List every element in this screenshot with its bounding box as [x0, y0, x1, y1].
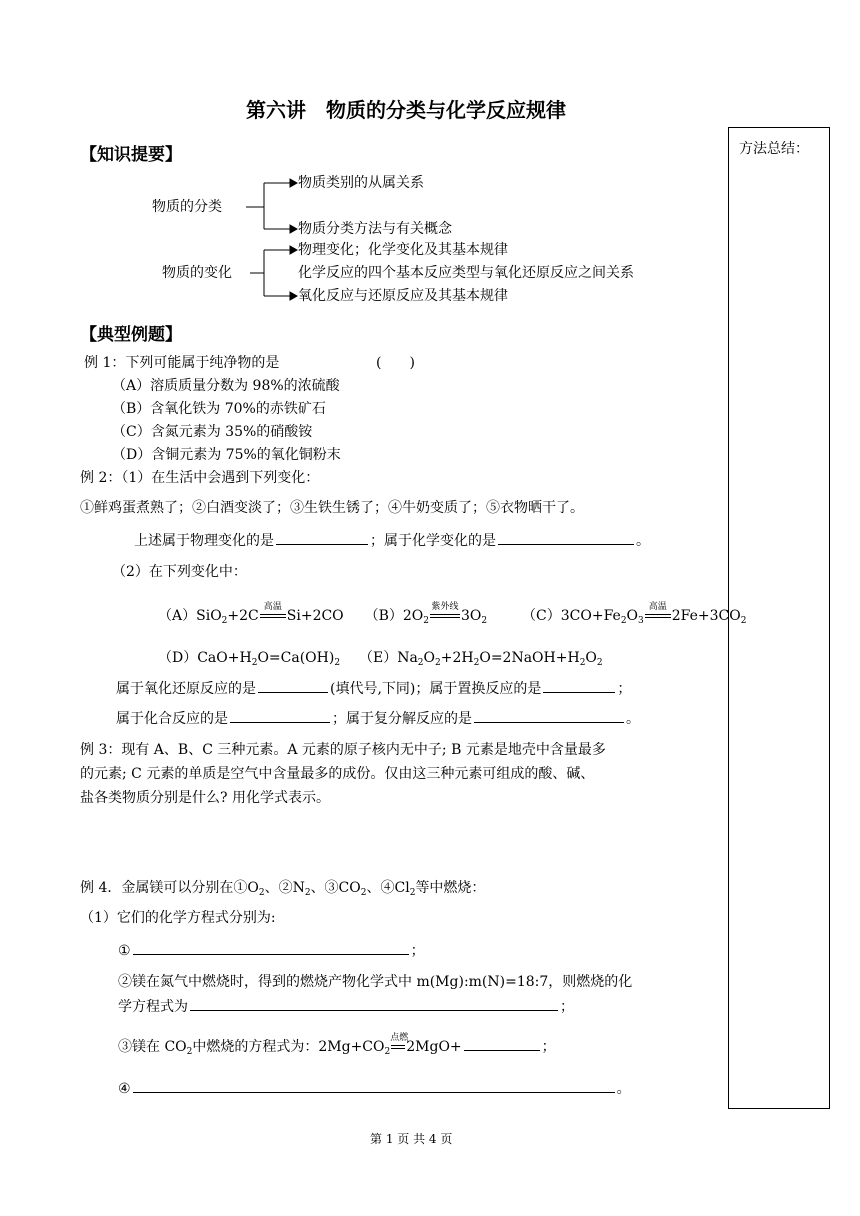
- blank-equation-1[interactable]: [133, 940, 409, 955]
- ex2-ask1-chemical: ；属于化学变化的是: [370, 533, 496, 549]
- outline-classification-item-1: 物质类别的从属关系: [298, 175, 424, 191]
- ex1-option-d: （D）含铜元素为 75%的氧化铜粉末: [112, 447, 341, 463]
- ex1-stem: 例 1：下列可能属于纯净物的是: [84, 355, 280, 371]
- ex4-item-2-line-2: 学方程式为 ；: [118, 996, 574, 1017]
- blank-physical-change[interactable]: [276, 530, 368, 545]
- blank-chemical-change[interactable]: [498, 530, 634, 545]
- ex4-item-2-line-1: ②镁在氮气中燃烧时，得到的燃烧产物化学式中 m(Mg):m(N)=18:7，则燃烧的化: [118, 974, 633, 990]
- arrow-high-temp-2: 高温: [644, 606, 672, 626]
- ex2-q2: （2）在下列变化中：: [112, 564, 247, 580]
- page-title: 第六讲 物质的分类与化学反应规律: [246, 98, 566, 122]
- page-footer: 第 1 页 共 4 页: [370, 1132, 453, 1146]
- outline-change-item-3: 氧化反应与还原反应及其基本规律: [298, 288, 508, 304]
- blank-double-decomposition[interactable]: [474, 708, 624, 723]
- blank-equation-2[interactable]: [190, 996, 558, 1011]
- ex2-ask3: 属于化合反应的是 ；属于复分解反应的是 。: [116, 708, 640, 729]
- blank-equation-4[interactable]: [133, 1078, 615, 1093]
- ex3-line-3: 盐各类物质分别是什么? 用化学式表示。: [80, 790, 330, 806]
- ex4-q1: （1）它们的化学方程式分别为:: [80, 910, 276, 926]
- arrow-uv: 紫外线: [429, 606, 461, 626]
- ex4-item-4: ④ 。: [118, 1078, 631, 1099]
- section-examples: 【典型例题】: [80, 325, 182, 345]
- ex1-option-a: （A）溶质质量分数为 98%的浓硫酸: [112, 378, 340, 394]
- outline-change-item-2: 化学反应的四个基本反应类型与氧化还原反应之间关系: [298, 265, 634, 281]
- ex4-item-1: ① ；: [118, 940, 425, 961]
- ex2-ask1-physical: 上述属于物理变化的是: [134, 533, 274, 549]
- blank-combination[interactable]: [230, 708, 330, 723]
- ex2-q1: 例 2：（1）在生活中会遇到下列变化：: [80, 470, 320, 486]
- ex3-line-1: 例 3：现有 A、B、C 三种元素。A 元素的原子核内无中子; B 元素是地壳中含量最多: [80, 742, 606, 758]
- outline-change-item-1: 物理变化；化学变化及其基本规律: [298, 242, 508, 258]
- ex2-list: ①鲜鸡蛋煮熟了；②白酒变淡了；③生铁生锈了；④牛奶变质了；⑤衣物晒干了。: [80, 500, 584, 516]
- blank-equation-3[interactable]: [464, 1036, 540, 1051]
- ex2-ask2: 属于氧化还原反应的是 (填代号,下同)；属于置换反应的是 ；: [116, 678, 631, 699]
- section-knowledge: 【知识提要】: [80, 145, 182, 165]
- ex2-equations-row-1: （A）SiO$_2$+2C 高温 Si+2CO $(B)2O_2$ 紫外线 $3O_2$ $(C)3CO+Fe_2O_3$ 高温 $2Fe+3CO_2$: [158, 602, 747, 626]
- ex4-stem: 例 4．金属镁可以分别在$①O_2$、$②N_2$、$③CO_2$、$④Cl_2$等中燃烧：: [80, 880, 486, 898]
- ex1-option-b: （B）含氧化铁为 70%的赤铁矿石: [112, 401, 326, 417]
- ex2-equations-row-2: $(D)CaO+H_2O=Ca(OH)_2$ $(E)Na_2O_2+2H_2O=2NaOH+H_2O_2$: [158, 650, 603, 668]
- outline-classification-root: 物质的分类: [152, 199, 222, 215]
- ex1-option-c: （C）含氮元素为 35%的硝酸铵: [112, 424, 313, 440]
- outline-classification-item-2: 物质分类方法与有关概念: [298, 221, 452, 237]
- arrow-ignite: 点燃: [390, 1037, 406, 1057]
- ex2-ask1: 上述属于物理变化的是 ；属于化学变化的是 。: [134, 530, 650, 551]
- blank-redox[interactable]: [258, 678, 328, 693]
- outline-change-root: 物质的变化: [162, 265, 232, 281]
- method-summary-label: 方法总结：: [739, 141, 809, 157]
- ex1-answer-paren: ( ): [376, 355, 415, 371]
- arrow-high-temp: 高温: [259, 606, 287, 626]
- blank-displacement[interactable]: [543, 678, 615, 693]
- ex3-line-2: 的元素; C 元素的单质是空气中含量最多的成份。仅由这三种元素可组成的酸、碱、: [80, 766, 595, 782]
- ex4-item-3: ③镁在 $CO_2$中燃烧的方程式为：$2Mg+CO_2$ 点燃 2MgO+ ；: [118, 1033, 556, 1057]
